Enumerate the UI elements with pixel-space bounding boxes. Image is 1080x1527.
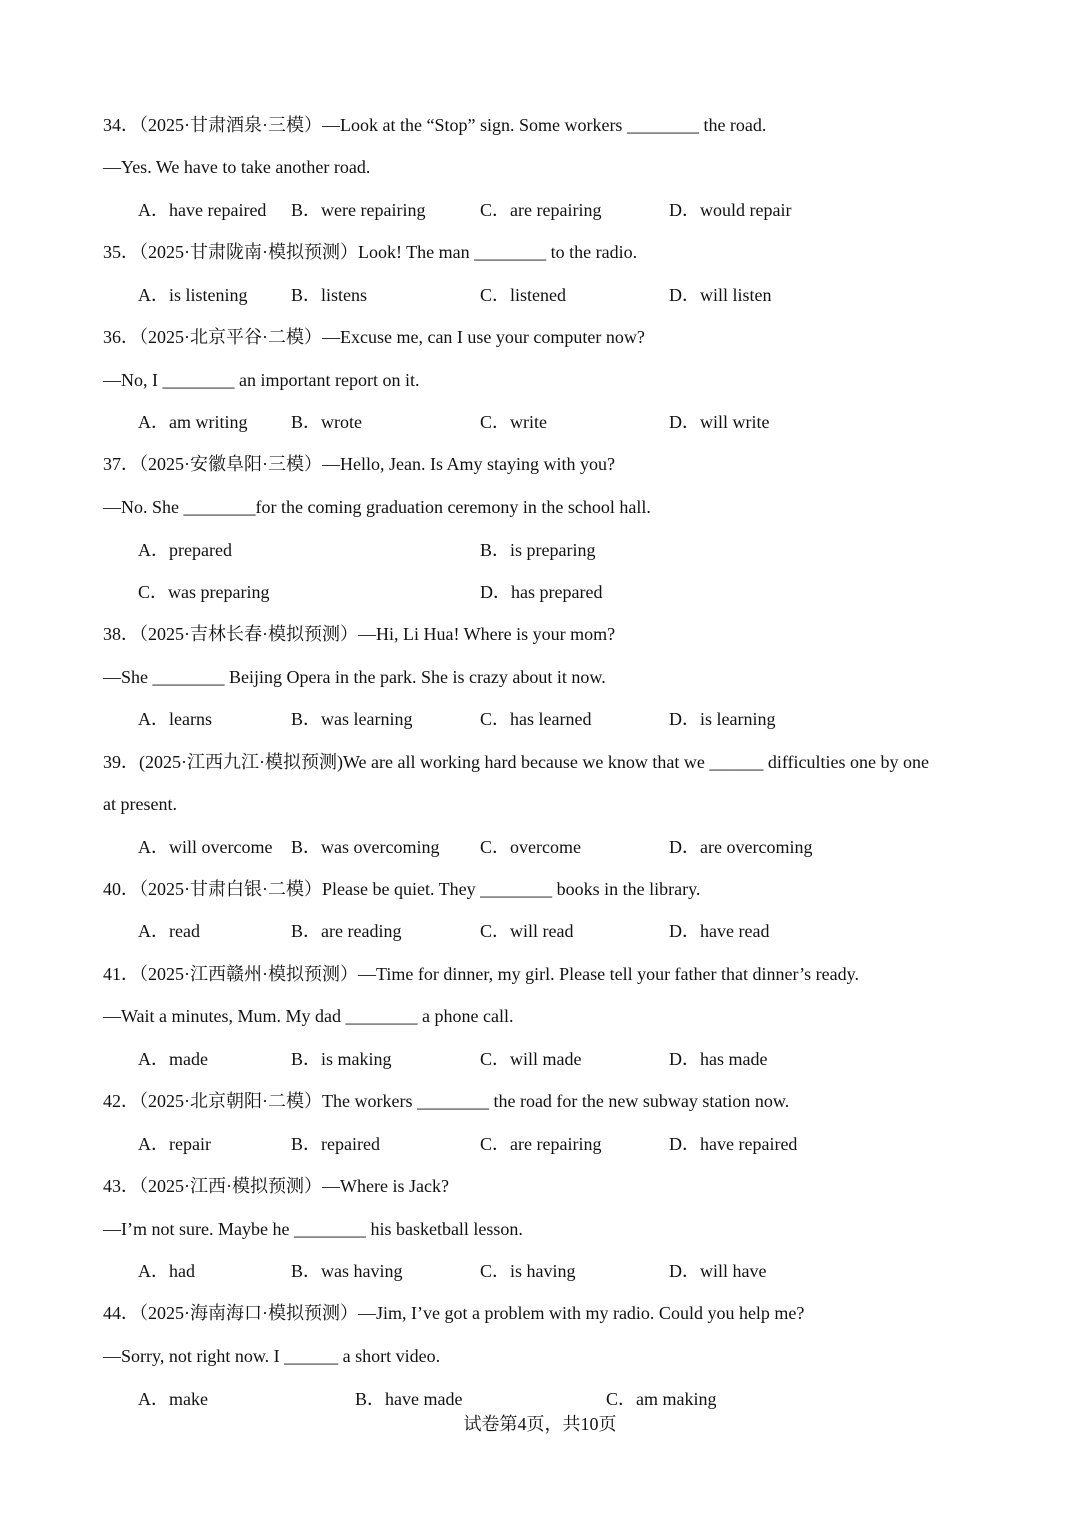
- option-a: A．read: [138, 921, 200, 941]
- option-b: B．is preparing: [480, 540, 596, 560]
- option-a: A．had: [138, 1261, 195, 1281]
- option-c: C．overcome: [480, 837, 581, 857]
- option-d: D．are overcoming: [669, 837, 813, 857]
- option-a: A．will overcome: [138, 837, 273, 857]
- question-43-response: —I’m not sure. Maybe he ________ his basketball lesson.: [103, 1219, 523, 1239]
- option-d: D．has made: [669, 1049, 768, 1069]
- question-38-stem: 38．（2025·吉林长春·模拟预测）—Hi, Li Hua! Where is your mom?: [103, 624, 616, 644]
- question-37-options-row1: [0, 539, 1080, 561]
- question-44-options: [0, 1388, 1080, 1410]
- option-d: D．will write: [669, 412, 770, 432]
- question-35-stem: 35．（2025·甘肃陇南·模拟预测）Look! The man ________ to the radio.: [103, 242, 638, 262]
- question-35-options: [0, 284, 1080, 306]
- question-44-response: —Sorry, not right now. I ______ a short video.: [103, 1346, 441, 1366]
- option-a: A．made: [138, 1049, 208, 1069]
- option-a: A．have repaired: [138, 200, 267, 220]
- option-a: A．am writing: [138, 412, 248, 432]
- question-36-stem: 36．（2025·北京平谷·二模）—Excuse me, can I use your computer now?: [103, 327, 645, 347]
- option-a: A．learns: [138, 709, 212, 729]
- option-c: C．are repairing: [480, 1134, 602, 1154]
- option-d: D．would repair: [669, 200, 792, 220]
- option-d: D．will listen: [669, 285, 772, 305]
- option-c: C．write: [480, 412, 547, 432]
- option-d: D．is learning: [669, 709, 776, 729]
- question-42-stem: 42．（2025·北京朝阳·二模）The workers ________ the road for the new subway station now.: [103, 1091, 790, 1111]
- question-42-options: [0, 1133, 1080, 1155]
- option-d: D．have repaired: [669, 1134, 798, 1154]
- question-40-options: [0, 920, 1080, 942]
- question-37-stem: 37．（2025·安徽阜阳·三模）—Hello, Jean. Is Amy staying with you?: [103, 454, 615, 474]
- option-d: D．will have: [669, 1261, 767, 1281]
- option-a: A．is listening: [138, 285, 248, 305]
- question-38-response: —She ________ Beijing Opera in the park. She is crazy about it now.: [103, 667, 606, 687]
- option-c: C．listened: [480, 285, 566, 305]
- option-b: B．have made: [355, 1389, 463, 1409]
- option-b: B．was learning: [291, 709, 413, 729]
- question-36-options: [0, 411, 1080, 433]
- option-c: C．will read: [480, 921, 574, 941]
- option-d: D．have read: [669, 921, 770, 941]
- question-37-response: —No. She ________for the coming graduation ceremony in the school hall.: [103, 497, 651, 517]
- option-a: A．repair: [138, 1134, 211, 1154]
- option-a: A．prepared: [138, 540, 232, 560]
- question-41-stem: 41．（2025·江西赣州·模拟预测）—Time for dinner, my girl. Please tell your father that dinner’s ready.: [103, 964, 859, 984]
- page-footer: 试卷第4页，共10页: [463, 1414, 617, 1434]
- question-41-response: —Wait a minutes, Mum. My dad ________ a phone call.: [103, 1006, 514, 1026]
- option-c: C．was preparing: [138, 582, 270, 602]
- question-39-stem: 39．(2025·江西九江·模拟预测)We are all working hard because we know that we ______ difficulties one by one: [103, 752, 930, 772]
- question-39-stem-continued: at present.: [103, 794, 177, 814]
- question-43-options: [0, 1260, 1080, 1282]
- option-c: C．are repairing: [480, 200, 602, 220]
- option-a: A．make: [138, 1389, 208, 1409]
- question-34-stem: 34．（2025·甘肃酒泉·三模）—Look at the “Stop” sign. Some workers ________ the road.: [103, 115, 767, 135]
- option-c: C．am making: [606, 1389, 717, 1409]
- question-38-options: [0, 708, 1080, 730]
- option-b: B．was having: [291, 1261, 403, 1281]
- option-c: C．is having: [480, 1261, 576, 1281]
- question-40-stem: 40．（2025·甘肃白银·二模）Please be quiet. They ________ books in the library.: [103, 879, 701, 899]
- question-36-response: —No, I ________ an important report on it.: [103, 370, 420, 390]
- question-41-options: [0, 1048, 1080, 1070]
- question-44-stem: 44．（2025·海南海口·模拟预测）—Jim, I’ve got a problem with my radio. Could you help me?: [103, 1303, 805, 1323]
- option-b: B．was overcoming: [291, 837, 440, 857]
- option-c: C．has learned: [480, 709, 592, 729]
- question-34-options: [0, 199, 1080, 221]
- option-c: C．will made: [480, 1049, 582, 1069]
- option-b: B．repaired: [291, 1134, 380, 1154]
- option-b: B．listens: [291, 285, 368, 305]
- question-39-options: [0, 836, 1080, 858]
- option-b: B．are reading: [291, 921, 402, 941]
- option-b: B．wrote: [291, 412, 362, 432]
- question-37-options-row2: [0, 581, 1080, 603]
- option-d: D．has prepared: [480, 582, 603, 602]
- question-34-response: —Yes. We have to take another road.: [103, 157, 371, 177]
- option-b: B．were repairing: [291, 200, 426, 220]
- option-b: B．is making: [291, 1049, 392, 1069]
- question-43-stem: 43．（2025·江西·模拟预测）—Where is Jack?: [103, 1176, 449, 1196]
